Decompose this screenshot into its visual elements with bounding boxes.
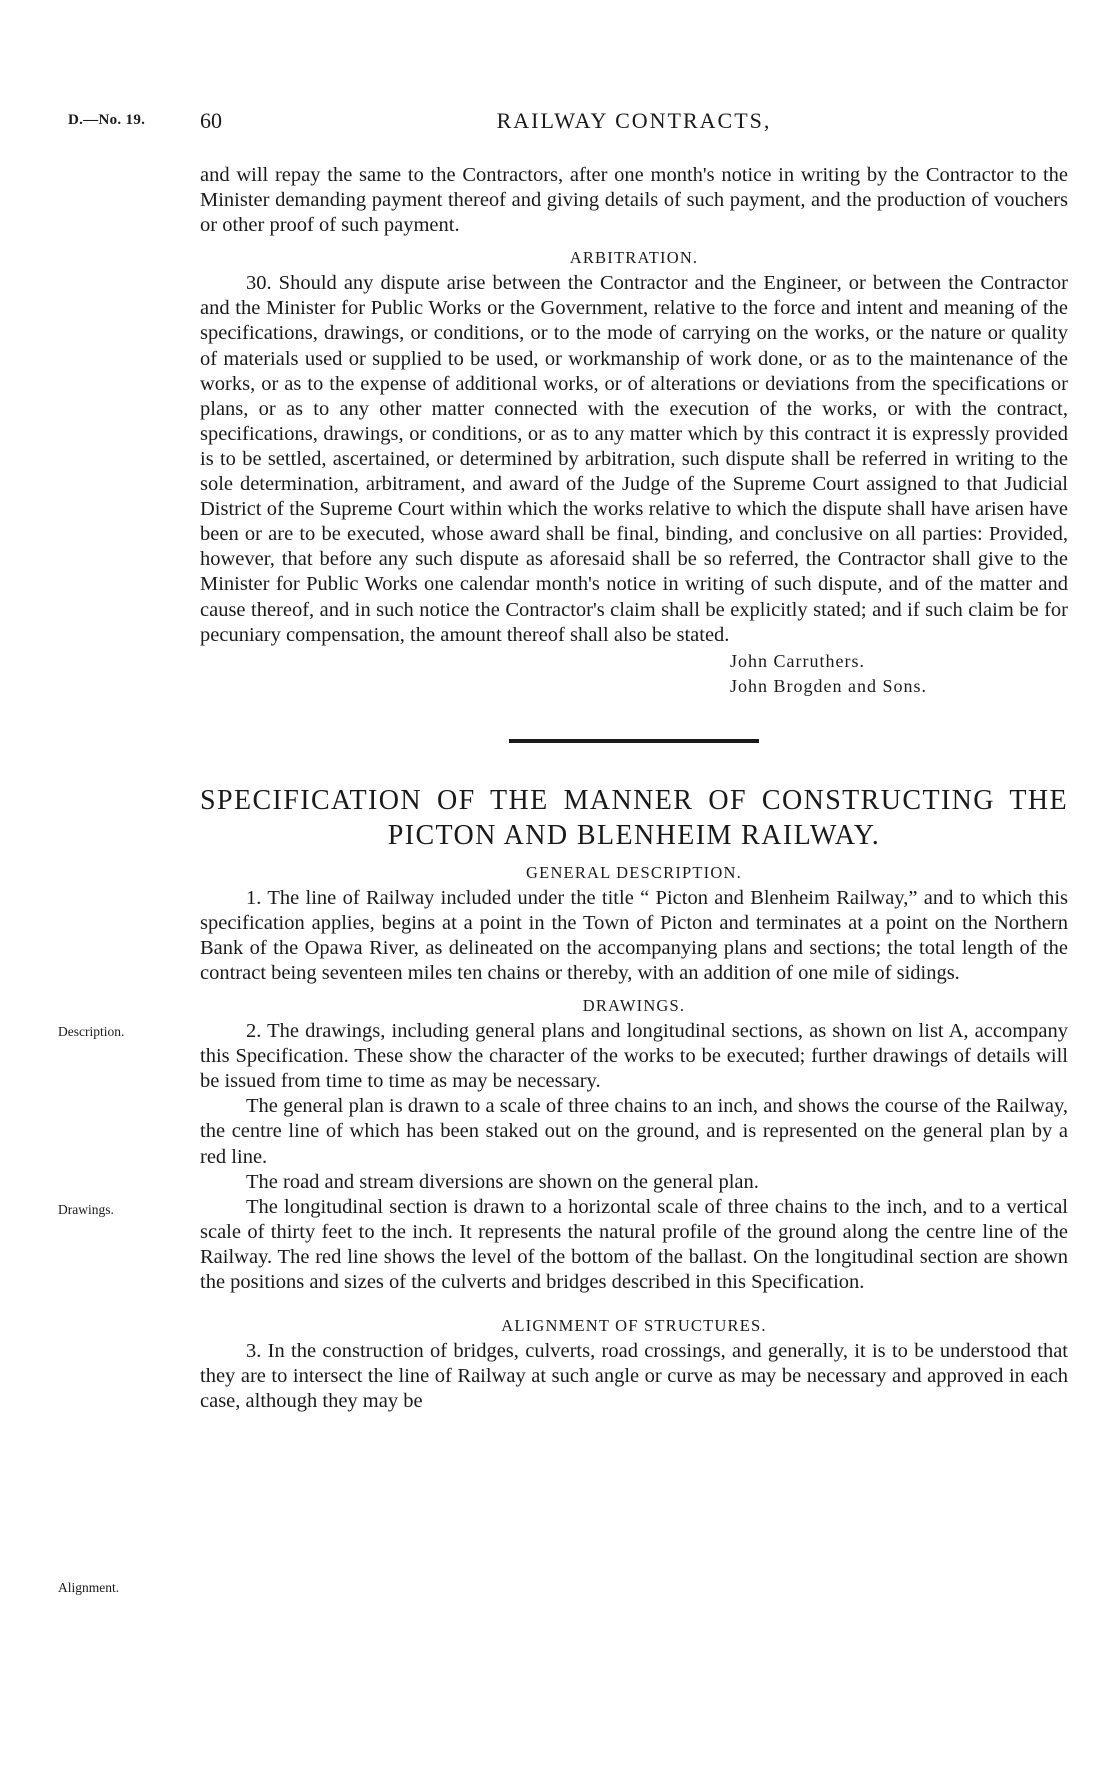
drawings-paragraph: 2. The drawings, including general plans and longitudinal sections, as shown on list A, accompany this Specification. These show the character of the works to be executed; further drawings of details will be issued from time to time as may be necessary. <box>200 1020 1068 1093</box>
alignment-heading: ALIGNMENT OF STRUCTURES. <box>501 1316 767 1336</box>
document-reference: D.—No. 19. <box>68 112 146 128</box>
arbitration-paragraph: 30. Should any dispute arise between the Contractor and the Engineer, or between the Contractor and the Minister for Public Works or the Government, relative to the force and intent and meaning of the specifications, drawings, or conditions, or to the mode of carrying on the works, or the nature or quality of materials used or supplied to be used, or workmanship of work done, or as to the maintenance of the works, or as to the expense of additional works, or of alterations or deviations from the specifications or plans, or as to any other matter connected with the execution of the works, or with the contract, specifications, drawings, or conditions, or as to any matter which by this contract it is expressly provided is to be settled, ascertained, or determined by arbitration, such dispute shall be referred in writing to the sole determination, arbitrament, and award of the Judge of the Supreme Court assigned to that Judicial District of the Supreme Court within which the works relative to which the dispute shall have arisen have been or are to be executed, whose award shall be final, binding, and conclusive on all parties: Provided, however, that before any such dispute as aforesaid shall be so referred, the Contractor shall give to the Minister for Public Works one calendar month's notice in writing of such dispute, and of the matter and cause thereof, and in such notice the Contractor's claim shall be explicitly stated; and if such claim be for pecuniary compensation, the amount thereof shall also be stated. <box>200 272 1068 646</box>
alignment-paragraph: 3. In the construction of bridges, culverts, road crossings, and generally, it is to be understood that they are to intersect the line of Railway at such angle or curve as may be necessary and approved in each case, although they may be <box>200 1340 1068 1413</box>
signature-brogden: John Brogden and Sons. <box>730 675 927 696</box>
page-number: 60 <box>200 108 222 133</box>
drawings-paragraph: The longitudinal section is drawn to a horizontal scale of three chains to the inch, and to a vertical scale of thirty feet to the inch. It represents the natural profile of the ground along the centre line of the Railway. The red line shows the level of the bottom of the ballast. On the longitudinal section are shown the positions and sizes of the culverts and bridges described in this Specification. <box>200 1195 1068 1293</box>
drawings-heading: DRAWINGS. <box>582 996 686 1016</box>
margin-note-alignment: Alignment. <box>58 1580 120 1595</box>
signature-carruthers: John Carruthers. <box>730 650 865 671</box>
specification-title-line1: SPECIFICATION OF THE MANNER OF CONSTRUCTING THE <box>200 784 1068 816</box>
specification-title <box>200 783 1068 853</box>
margin-note-drawings: Drawings. <box>58 1202 114 1217</box>
main-text <box>200 163 1068 1414</box>
intro-paragraph: and will repay the same to the Contractors, after one month's notice in writing by the Contractor to the Minister demanding payment thereof and giving details of such payment, and the production of vouchers or other proof of such payment. <box>200 164 1068 237</box>
arbitration-heading: ARBITRATION. <box>569 248 699 268</box>
drawings-paragraph: The general plan is drawn to a scale of three chains to an inch, and shows the course of the Railway, the centre line of which has been staked out on the ground, and is represented on the general plan by a red line. <box>200 1095 1068 1168</box>
general-description-heading: GENERAL DESCRIPTION. <box>526 862 742 882</box>
drawings-paragraph: The road and stream diversions are shown on the general plan. <box>246 1170 759 1193</box>
margin-note-description: Description. <box>58 1024 125 1039</box>
running-title: RAILWAY CONTRACTS, <box>496 108 772 133</box>
page-header <box>0 108 1114 138</box>
specification-title-line2: PICTON AND BLENHEIM RAILWAY. <box>387 819 881 851</box>
section-divider <box>509 739 759 743</box>
signatures <box>200 649 1068 699</box>
general-description-paragraph: 1. The line of Railway included under the title “ Picton and Blenheim Railway,” and to which this specification applies, begins at a point in the Town of Picton and terminates at a point on the Northern Bank of the Opawa River, as delineated on the accompanying plans and sections; the total length of the contract being seventeen miles ten chains or thereby, with an addition of one mile of sidings. <box>200 886 1068 984</box>
